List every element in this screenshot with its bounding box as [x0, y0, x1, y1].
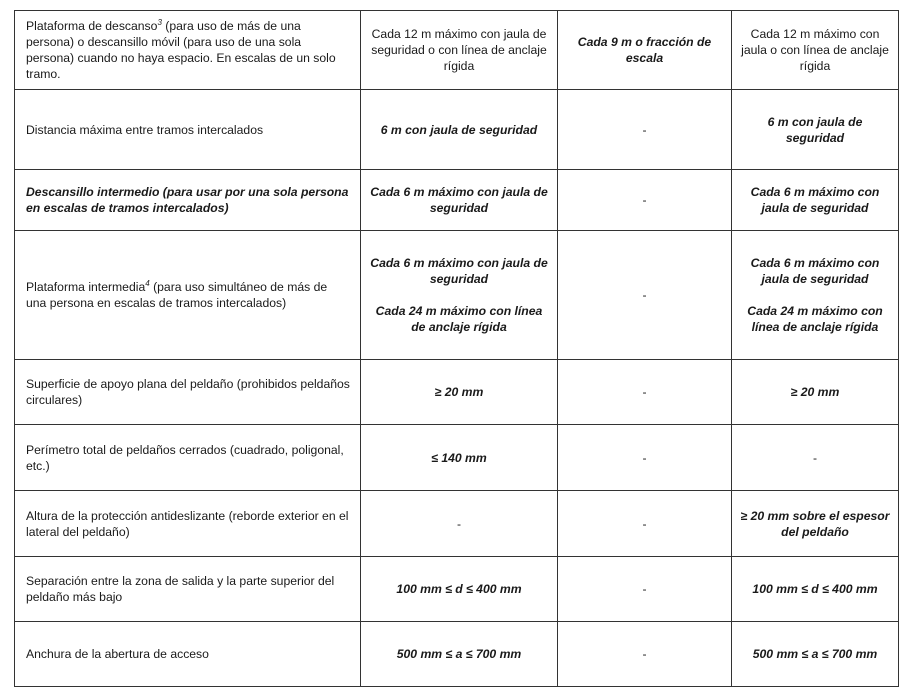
row-description: Separación entre la zona de salida y la parte superior del peldaño más bajo — [15, 557, 361, 622]
table-row — [15, 622, 899, 687]
cell-col4: ≥ 20 mm — [732, 360, 899, 425]
row-description: Altura de la protección antideslizante (reborde exterior en el lateral del peldaño) — [15, 491, 361, 557]
row-description: Anchura de la abertura de acceso — [15, 622, 361, 687]
description-text: Plataforma intermedia — [26, 280, 146, 294]
description-text: (para uso simultáneo de más de una persona en escalas de tramos intercalados) — [26, 280, 328, 310]
row-description: Perímetro total de peldaños cerrados (cuadrado, poligonal, etc.) — [15, 425, 361, 491]
cell-col3: - — [558, 231, 732, 360]
cell-line: Cada 24 m máximo con línea de anclaje rígida — [747, 304, 883, 334]
cell-col3: - — [558, 360, 732, 425]
cell-col2: 500 mm ≤ a ≤ 700 mm — [361, 622, 558, 687]
table-row — [15, 491, 899, 557]
cell-col2: Cada 12 m máximo con jaula de seguridad o con línea de anclaje rígida — [361, 11, 558, 90]
cell-col4: Cada 6 m máximo con jaula de seguridad — [732, 170, 899, 231]
cell-line: Cada 6 m máximo con jaula de seguridad — [750, 256, 880, 286]
cell-col3: Cada 9 m o fracción de escala — [558, 11, 732, 90]
description-text: (para uso de más de una persona) o descansillo móvil (para uso de una sola persona) cuando no haya espacio. En escalas de un solo tramo. — [26, 19, 336, 81]
cell-col2: 6 m con jaula de seguridad — [361, 90, 558, 170]
cell-col2: ≥ 20 mm — [361, 360, 558, 425]
cell-col2: Cada 6 m máximo con jaula de seguridad — [361, 170, 558, 231]
cell-line: Cada 6 m máximo con jaula de seguridad — [370, 256, 548, 286]
ladder-requirements-table — [14, 10, 899, 687]
table-row — [15, 11, 899, 90]
footnote-ref: 3 — [157, 17, 162, 27]
cell-col3: - — [558, 557, 732, 622]
row-description: Superficie de apoyo plana del peldaño (prohibidos peldaños circulares) — [15, 360, 361, 425]
row-description — [15, 231, 361, 360]
cell-col4: - — [732, 425, 899, 491]
cell-col2: ≤ 140 mm — [361, 425, 558, 491]
footnote-ref: 4 — [145, 278, 150, 288]
row-description: Distancia máxima entre tramos intercalados — [15, 90, 361, 170]
table-row — [15, 90, 899, 170]
cell-col3: - — [558, 90, 732, 170]
cell-col4: ≥ 20 mm sobre el espesor del peldaño — [732, 491, 899, 557]
table-row — [15, 170, 899, 231]
cell-col2: - — [361, 491, 558, 557]
cell-col3: - — [558, 491, 732, 557]
table-row — [15, 425, 899, 491]
cell-col4: 100 mm ≤ d ≤ 400 mm — [732, 557, 899, 622]
cell-col2: 100 mm ≤ d ≤ 400 mm — [361, 557, 558, 622]
description-text: Plataforma de descanso — [26, 19, 158, 33]
cell-col4: 500 mm ≤ a ≤ 700 mm — [732, 622, 899, 687]
cell-col4: 6 m con jaula de seguridad — [732, 90, 899, 170]
cell-line: Cada 24 m máximo con línea de anclaje rígida — [375, 304, 543, 334]
table-row — [15, 557, 899, 622]
row-description — [15, 11, 361, 90]
cell-col4 — [732, 231, 899, 360]
table-row — [15, 360, 899, 425]
cell-col3: - — [558, 425, 732, 491]
cell-col4: Cada 12 m máximo con jaula o con línea de anclaje rígida — [732, 11, 899, 90]
cell-col3: - — [558, 170, 732, 231]
table-row — [15, 231, 899, 360]
cell-col2 — [361, 231, 558, 360]
cell-col3: - — [558, 622, 732, 687]
row-description: Descansillo intermedio (para usar por una sola persona en escalas de tramos intercalados) — [15, 170, 361, 231]
